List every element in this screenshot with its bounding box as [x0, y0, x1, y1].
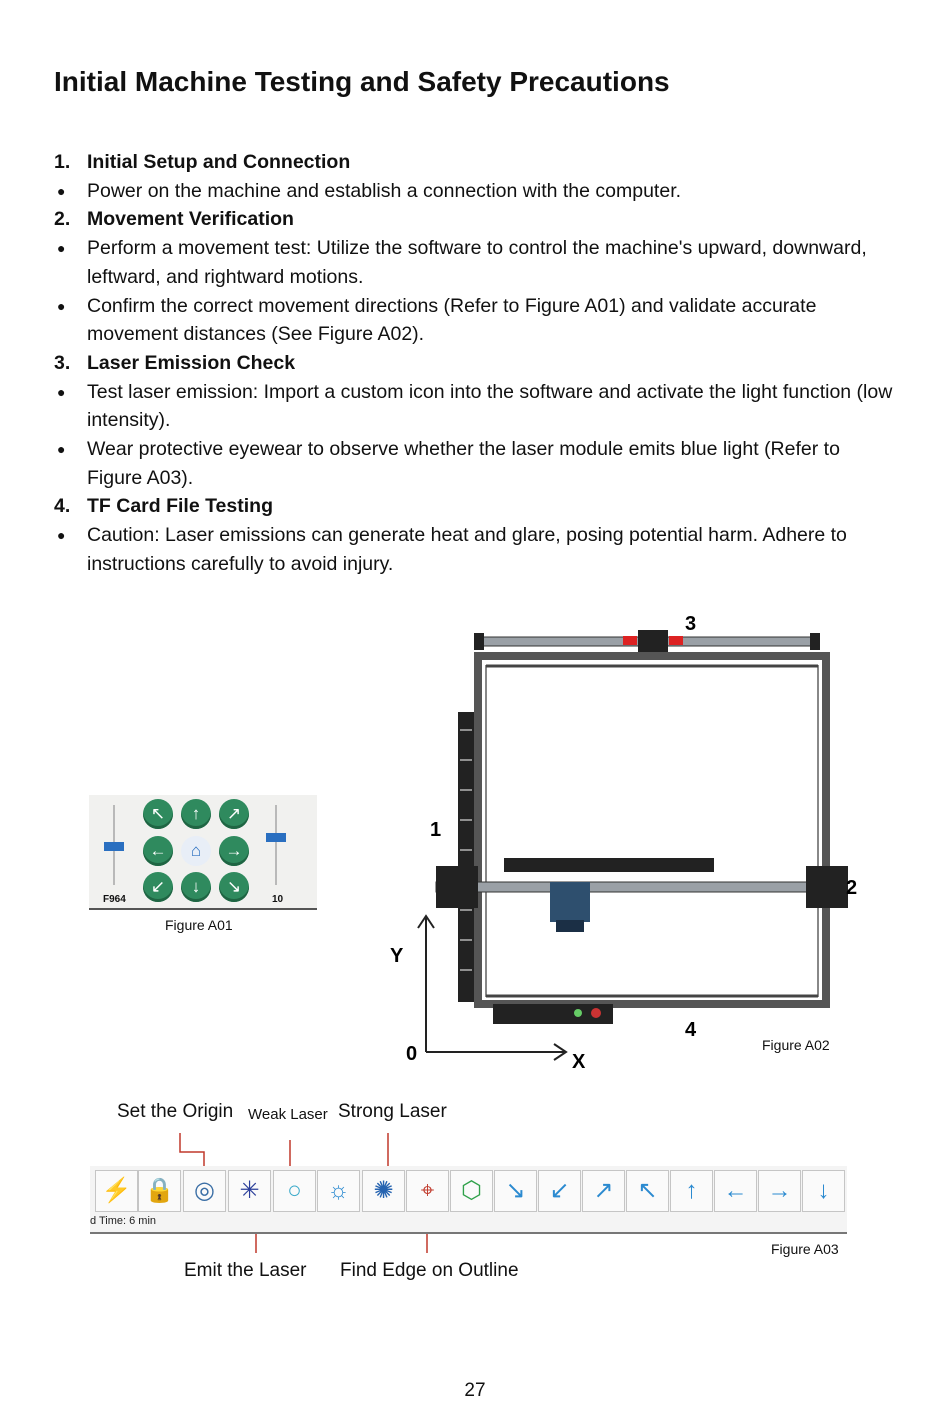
- step-slider-label: 10: [272, 894, 284, 905]
- axis-label-three: 3: [685, 613, 697, 635]
- callout-find-edge: Find Edge on Outline: [340, 1260, 519, 1281]
- arrow-up-left-icon[interactable]: ↖: [626, 1170, 669, 1212]
- bullet-item: ● Wear protective eyewear to observe whether the laser module emits blue light (Refer to Figure A03).: [54, 435, 894, 492]
- laser-toolbar: [90, 1166, 847, 1234]
- section-heading: 3. Laser Emission Check: [54, 351, 296, 374]
- arrow-up-icon[interactable]: ↑: [181, 799, 211, 829]
- section-heading: 2. Movement Verification: [54, 208, 294, 231]
- page-title: Initial Machine Testing and Safety Precautions: [54, 66, 670, 97]
- figure-a02-caption: Figure A02: [762, 1037, 830, 1053]
- axis-label-origin: 0: [406, 1043, 418, 1065]
- bullet-icon: ●: [57, 441, 66, 458]
- bullet-icon: ●: [57, 240, 66, 257]
- speed-slider-label: F964: [103, 894, 126, 905]
- arrow-down-icon[interactable]: ↓: [181, 872, 211, 902]
- arrow-down-right-icon[interactable]: ↘: [219, 872, 249, 902]
- arrow-down-left-icon[interactable]: ↙: [143, 872, 173, 902]
- globe-icon[interactable]: ◎: [183, 1170, 226, 1212]
- axis-label-x: X: [572, 1051, 586, 1073]
- bullet-item: ● Power on the machine and establish a connection with the computer.: [54, 177, 894, 206]
- laser-burst-icon[interactable]: ✳: [228, 1170, 271, 1212]
- bullet-icon: ●: [57, 527, 66, 544]
- bullet-item: ● Perform a movement test: Utilize the software to control the machine's upward, downward, leftward, and rightward motions.: [54, 234, 894, 291]
- bullet-icon: ●: [57, 297, 66, 314]
- strong-sun-icon[interactable]: ✺: [362, 1170, 405, 1212]
- home-icon[interactable]: ⌂: [181, 836, 211, 866]
- callout-weak-laser: Weak Laser: [248, 1106, 328, 1123]
- callout-emit-laser: Emit the Laser: [184, 1260, 307, 1281]
- axis-label-y: Y: [390, 945, 404, 967]
- hexagon-icon[interactable]: ⬡: [450, 1170, 493, 1212]
- bullet-item: ● Caution: Laser emissions can generate heat and glare, posing potential harm. Adhere to instructions carefully to avoid injury.: [54, 521, 894, 578]
- lightning-icon[interactable]: ⚡: [95, 1170, 138, 1212]
- bullet-icon: ●: [57, 182, 66, 199]
- axis-label-four: 4: [685, 1019, 697, 1041]
- arrow-right-icon[interactable]: →: [219, 836, 249, 866]
- arrow-right-icon[interactable]: →: [758, 1170, 801, 1212]
- bullet-icon: ●: [57, 383, 66, 400]
- arrow-left-icon[interactable]: ←: [143, 836, 173, 866]
- figure-a01-caption: Figure A01: [165, 917, 233, 933]
- bullet-item: ● Test laser emission: Import a custom icon into the software and activate the light function (low intensity).: [54, 378, 894, 435]
- arrow-down-left-icon[interactable]: ↙: [538, 1170, 581, 1212]
- axis-label-one: 1: [430, 819, 442, 841]
- arrow-up-left-icon[interactable]: ↖: [143, 799, 173, 829]
- arrow-up-right-icon[interactable]: ↗: [219, 799, 249, 829]
- medium-sun-icon[interactable]: ☼: [317, 1170, 360, 1212]
- section-heading: 1. Initial Setup and Connection: [54, 151, 351, 173]
- weak-sun-icon[interactable]: ○: [273, 1170, 316, 1212]
- page-number: 27: [464, 1380, 486, 1401]
- bullet-item: ● Confirm the correct movement directions (Refer to Figure A01) and validate accurate movement distances (See Figure A02).: [54, 292, 894, 349]
- time-readout: d Time: 6 min: [90, 1215, 157, 1227]
- callout-strong-laser: Strong Laser: [338, 1101, 447, 1122]
- arrow-left-icon[interactable]: ←: [714, 1170, 757, 1212]
- lock-icon[interactable]: 🔒: [138, 1170, 181, 1212]
- callout-set-origin: Set the Origin: [117, 1101, 234, 1122]
- axis-label-two: 2: [846, 877, 858, 899]
- arrow-up-icon[interactable]: ↑: [670, 1170, 713, 1212]
- arrow-down-icon[interactable]: ↓: [802, 1170, 845, 1212]
- figure-a03-caption: Figure A03: [771, 1241, 839, 1257]
- arrow-down-right-icon[interactable]: ↘: [494, 1170, 537, 1212]
- arrow-up-right-icon[interactable]: ↗: [582, 1170, 625, 1212]
- map-pin-icon[interactable]: ⌖: [406, 1170, 449, 1212]
- section-heading: 4. TF Card File Testing: [54, 495, 273, 518]
